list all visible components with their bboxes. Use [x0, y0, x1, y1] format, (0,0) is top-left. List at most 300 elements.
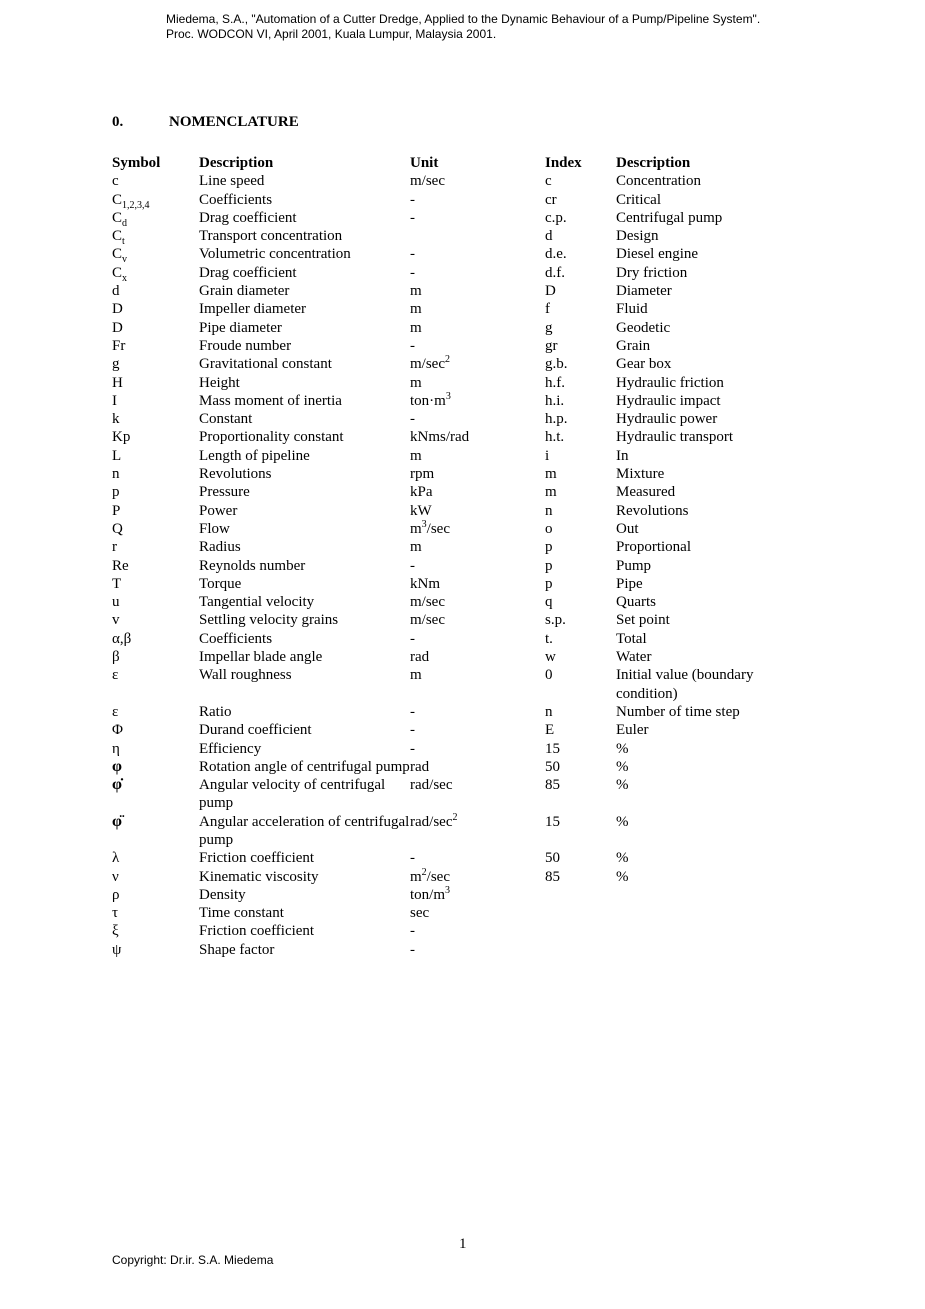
- table-row: [112, 337, 776, 355]
- symbol: c: [112, 173, 119, 190]
- description-cell: Pressure: [199, 484, 250, 501]
- unit-superscript: 3: [421, 518, 427, 530]
- unit-cell: [410, 904, 545, 922]
- index-cell: [545, 886, 616, 904]
- index-cell: [545, 904, 616, 922]
- symbol: φ̈: [112, 812, 122, 830]
- symbol-subscript: v: [122, 254, 128, 266]
- index-cell: d.f.: [545, 264, 565, 281]
- unit: m: [410, 868, 422, 885]
- unit-cell: [410, 868, 545, 886]
- header-description: Description: [199, 155, 274, 171]
- unit: ton·m: [410, 392, 446, 409]
- table-row: [112, 319, 776, 337]
- index-description-cell: Quarts: [616, 594, 656, 611]
- index-description-cell: Hydraulic impact: [616, 392, 721, 409]
- description-cell: Impeller diameter: [199, 301, 307, 318]
- unit-cell: [410, 428, 545, 446]
- symbol: d: [112, 283, 120, 300]
- table-row: [112, 941, 776, 959]
- description-cell: Mass moment of inertia: [199, 392, 342, 409]
- description-cell: Shape factor: [199, 941, 275, 958]
- index-cell: s.p.: [545, 612, 566, 629]
- index-cell: d.e.: [545, 246, 567, 263]
- unit: -: [410, 557, 415, 574]
- nomenclature-table: [112, 154, 776, 959]
- symbol: φ: [112, 757, 122, 775]
- index-description-cell: Hydraulic power: [616, 411, 718, 428]
- index-description-cell: [616, 941, 776, 959]
- unit-cell: [410, 172, 545, 190]
- symbol: g: [112, 356, 120, 373]
- unit: rpm: [410, 466, 435, 483]
- unit-cell: [410, 520, 545, 538]
- index-description-cell: %: [616, 850, 629, 867]
- index-description-cell: %: [616, 740, 629, 757]
- unit: m/sec: [410, 612, 445, 629]
- unit: -: [410, 630, 415, 647]
- unit: m: [410, 374, 422, 391]
- symbol-cell: [112, 300, 199, 318]
- symbol: C: [112, 246, 123, 263]
- symbol-cell: [112, 941, 199, 959]
- index-description-cell: Concentration: [616, 173, 701, 190]
- index-description-cell: Grain: [616, 337, 651, 354]
- symbol: Q: [112, 520, 123, 537]
- description-cell: Power: [199, 502, 238, 519]
- table-row: [112, 648, 776, 666]
- symbol-cell: [112, 593, 199, 611]
- symbol-cell: [112, 447, 199, 465]
- index-description-cell: Centrifugal pump: [616, 209, 723, 226]
- index-description-cell: [616, 922, 776, 940]
- symbol-cell: [112, 813, 199, 850]
- table-row: [112, 227, 776, 245]
- description-cell: Line speed: [199, 173, 265, 190]
- symbol: Φ: [112, 722, 123, 739]
- unit-cell: [410, 465, 545, 483]
- symbol-cell: [112, 904, 199, 922]
- symbol-subscript: 1,2,3,4: [122, 199, 150, 211]
- unit-cell: [410, 483, 545, 501]
- unit-cell: [410, 245, 545, 263]
- index-cell: p: [545, 575, 553, 592]
- unit: rad: [410, 649, 430, 666]
- index-description-cell: [616, 904, 776, 922]
- description-cell: Efficiency: [199, 740, 262, 757]
- header-unit: Unit: [410, 155, 439, 171]
- unit: -: [410, 941, 415, 958]
- description-cell: Durand coefficient: [199, 722, 312, 739]
- description-cell: Drag coefficient: [199, 264, 297, 281]
- index-cell: 85: [545, 868, 560, 885]
- symbol: τ: [112, 905, 119, 922]
- symbol-subscript: d: [122, 217, 128, 229]
- unit-superscript: 2: [421, 866, 427, 878]
- symbol-cell: [112, 630, 199, 648]
- description-cell: Proportionality constant: [199, 429, 344, 446]
- unit: -: [410, 246, 415, 263]
- unit-cell: [410, 191, 545, 209]
- description-cell: Volumetric concentration: [199, 246, 351, 263]
- index-cell: p: [545, 557, 553, 574]
- index-description-cell: Water: [616, 649, 652, 666]
- index-cell: n: [545, 703, 553, 720]
- unit-cell: [410, 849, 545, 867]
- unit-cell: [410, 392, 545, 410]
- unit: -: [410, 191, 415, 208]
- unit-cell: [410, 575, 545, 593]
- table-body: [112, 172, 776, 959]
- symbol-cell: [112, 465, 199, 483]
- index-cell: h.f.: [545, 374, 565, 391]
- index-description-cell: Pipe: [616, 575, 643, 592]
- unit: m: [410, 319, 422, 336]
- symbol-cell: [112, 282, 199, 300]
- symbol-cell: [112, 227, 199, 248]
- index-cell: c.p.: [545, 209, 567, 226]
- unit-cell: [410, 922, 545, 940]
- table-row: [112, 776, 776, 813]
- index-description-cell: Number of time step: [616, 703, 740, 720]
- unit-cell: [410, 410, 545, 428]
- index-description-cell: Mixture: [616, 466, 665, 483]
- index-cell: 0: [545, 667, 553, 684]
- description-cell: Impellar blade angle: [199, 649, 323, 666]
- symbol: r: [112, 539, 117, 556]
- table-row: [112, 630, 776, 648]
- table-row: [112, 392, 776, 410]
- description-cell: Tangential velocity: [199, 594, 315, 611]
- description-cell: Froude number: [199, 337, 292, 354]
- symbol: ε: [112, 667, 119, 684]
- symbol-cell: [112, 886, 199, 904]
- table-row: [112, 557, 776, 575]
- description-cell: Angular acceleration of centrifugal pump: [199, 813, 410, 848]
- table-row: [112, 758, 776, 776]
- table-row: [112, 593, 776, 611]
- table-row: [112, 410, 776, 428]
- index-cell: D: [545, 283, 556, 300]
- unit-cell: [410, 758, 545, 776]
- symbol: ψ: [112, 941, 122, 958]
- unit: rad/sec: [410, 813, 453, 830]
- symbol-cell: [112, 922, 199, 940]
- description-cell: Constant: [199, 411, 253, 428]
- unit: rad: [410, 758, 430, 775]
- symbol: ν: [112, 868, 119, 885]
- index-description-cell: Hydraulic friction: [616, 374, 724, 391]
- table-row: [112, 355, 776, 373]
- page-number: 1: [459, 1236, 467, 1252]
- symbol: T: [112, 575, 122, 592]
- table-row: [112, 538, 776, 556]
- index-cell: E: [545, 722, 555, 739]
- index-cell: h.t.: [545, 429, 565, 446]
- unit-cell: [410, 447, 545, 465]
- index-cell: f: [545, 301, 550, 318]
- index-cell: w: [545, 649, 556, 666]
- index-description-cell: Geodetic: [616, 319, 671, 336]
- unit: kNm: [410, 575, 440, 592]
- running-header-proceedings: Proc. WODCON VI, April 2001, Kuala Lumpur, Malaysia 2001.: [166, 27, 497, 41]
- symbol-cell: [112, 245, 199, 266]
- unit: m: [410, 667, 422, 684]
- description-cell: Transport concentration: [199, 228, 343, 245]
- description-cell: Gravitational constant: [199, 356, 332, 373]
- symbol-cell: [112, 428, 199, 446]
- unit-cell: [410, 300, 545, 318]
- index-description-cell: Design: [616, 228, 659, 245]
- symbol-cell: [112, 703, 199, 721]
- description-cell: Grain diameter: [199, 283, 290, 300]
- unit-cell: [410, 740, 545, 758]
- section-heading: [112, 114, 299, 131]
- description-cell: Kinematic viscosity: [199, 868, 319, 885]
- symbol: α,β: [112, 630, 132, 647]
- index-cell: 50: [545, 758, 560, 775]
- unit: -: [410, 740, 415, 757]
- unit-cell: [410, 611, 545, 629]
- unit-superscript: 3: [445, 390, 451, 402]
- table-row: [112, 428, 776, 446]
- symbol: ξ: [112, 923, 119, 940]
- table-row: [112, 502, 776, 520]
- symbol-cell: [112, 264, 199, 282]
- symbol-cell: [112, 575, 199, 593]
- description-cell: Flow: [199, 520, 230, 537]
- index-description-cell: Revolutions: [616, 502, 689, 519]
- unit-cell: [410, 538, 545, 556]
- index-cell: h.p.: [545, 411, 568, 428]
- unit-superscript: 2: [452, 811, 458, 823]
- description-cell: Pipe diameter: [199, 319, 282, 336]
- index-description-cell: [616, 886, 776, 904]
- description-cell: Rotation angle of centrifugal pump: [199, 758, 410, 775]
- unit-cell: [410, 941, 545, 959]
- description-cell: Wall roughness: [199, 667, 292, 684]
- index-description-cell: %: [616, 813, 629, 830]
- header-index-description: Description: [616, 155, 691, 171]
- table-row: [112, 849, 776, 867]
- section-title: NOMENCLATURE: [169, 114, 299, 130]
- unit-superscript: 3: [445, 884, 451, 896]
- symbol: C: [112, 264, 123, 281]
- description-cell: Coefficients: [199, 191, 273, 208]
- unit: -: [410, 850, 415, 867]
- unit-cell: [410, 666, 545, 703]
- unit: ton/m: [410, 886, 446, 903]
- table-row: [112, 465, 776, 483]
- unit-cell: [410, 776, 545, 813]
- unit-cell: [410, 209, 545, 227]
- symbol: p: [112, 484, 120, 501]
- unit: -: [410, 337, 415, 354]
- unit: -: [410, 209, 415, 226]
- table-row: [112, 245, 776, 263]
- symbol: n: [112, 466, 120, 483]
- table-header-row: [112, 154, 776, 172]
- unit-cell: [410, 648, 545, 666]
- table-row: [112, 575, 776, 593]
- unit: rad/sec: [410, 777, 453, 794]
- description-cell: Radius: [199, 539, 241, 556]
- index-description-cell: Initial value (boundary condition): [616, 667, 754, 702]
- unit: -: [410, 264, 415, 281]
- description-cell: Angular velocity of centrifugal pump: [199, 777, 386, 812]
- table-row: [112, 886, 776, 904]
- unit-cell: [410, 319, 545, 337]
- unit: m/sec: [410, 356, 445, 373]
- index-description-cell: Dry friction: [616, 264, 688, 281]
- symbol: ρ: [112, 886, 120, 903]
- symbol-cell: [112, 849, 199, 867]
- symbol: β: [112, 649, 120, 666]
- symbol-cell: [112, 209, 199, 227]
- index-cell: 50: [545, 850, 560, 867]
- symbol: ε: [112, 703, 119, 720]
- index-cell: cr: [545, 191, 557, 208]
- table-row: [112, 300, 776, 318]
- index-cell: g: [545, 319, 553, 336]
- description-cell: Drag coefficient: [199, 209, 297, 226]
- symbol-cell: [112, 868, 199, 886]
- symbol-cell: [112, 538, 199, 556]
- unit: sec: [410, 905, 430, 922]
- header-symbol: Symbol: [112, 155, 161, 171]
- unit: m: [410, 520, 422, 537]
- symbol-cell: [112, 374, 199, 392]
- symbol-cell: [112, 502, 199, 520]
- symbol: λ: [112, 850, 120, 867]
- table-row: [112, 703, 776, 721]
- symbol-cell: [112, 392, 199, 410]
- index-cell: h.i.: [545, 392, 565, 409]
- symbol-cell: [112, 740, 199, 758]
- table-row: [112, 374, 776, 392]
- index-description-cell: Fluid: [616, 301, 648, 318]
- symbol-subscript: x: [122, 272, 128, 284]
- unit: kW: [410, 502, 432, 519]
- table-row: [112, 447, 776, 465]
- symbol-cell: [112, 666, 199, 703]
- symbol-cell: [112, 776, 199, 813]
- description-cell: Friction coefficient: [199, 923, 315, 940]
- unit-cell: [410, 703, 545, 721]
- unit: -: [410, 722, 415, 739]
- description-cell: Height: [199, 374, 240, 391]
- index-description-cell: Out: [616, 520, 639, 537]
- unit-cell: [410, 264, 545, 282]
- unit: -: [410, 411, 415, 428]
- symbol: C: [112, 209, 123, 226]
- index-description-cell: Hydraulic transport: [616, 429, 734, 446]
- index-description-cell: %: [616, 777, 629, 794]
- description-cell: Settling velocity grains: [199, 612, 339, 629]
- index-description-cell: Set point: [616, 612, 670, 629]
- running-header-citation: Miedema, S.A., "Automation of a Cutter Dredge, Applied to the Dynamic Behaviour of a Pump/Pipeline System".: [166, 12, 761, 26]
- description-cell: Revolutions: [199, 466, 272, 483]
- index-cell: q: [545, 594, 553, 611]
- description-cell: Reynolds number: [199, 557, 306, 574]
- table-row: [112, 666, 776, 703]
- index-description-cell: Measured: [616, 484, 676, 501]
- index-cell: 85: [545, 777, 560, 794]
- index-cell: t.: [545, 630, 553, 647]
- unit-suffix: /sec: [426, 520, 450, 537]
- symbol: H: [112, 374, 123, 391]
- symbol-cell: [112, 648, 199, 666]
- unit-cell: [410, 355, 545, 373]
- unit-superscript: 2: [445, 354, 450, 366]
- symbol: Re: [112, 557, 129, 574]
- symbol: C: [112, 228, 123, 245]
- symbol-cell: [112, 410, 199, 428]
- symbol-cell: [112, 191, 199, 209]
- unit-cell: [410, 721, 545, 739]
- table-row: [112, 868, 776, 886]
- index-cell: i: [545, 447, 550, 464]
- unit: m: [410, 539, 422, 556]
- index-description-cell: Gear box: [616, 356, 672, 373]
- index-cell: [545, 922, 616, 940]
- symbol: D: [112, 319, 123, 336]
- index-description-cell: Proportional: [616, 539, 691, 556]
- index-cell: gr: [545, 337, 558, 354]
- table-row: [112, 611, 776, 629]
- symbol: D: [112, 301, 123, 318]
- table-row: [112, 191, 776, 209]
- symbol-cell: [112, 337, 199, 355]
- unit: kNms/rad: [410, 429, 470, 446]
- index-cell: d: [545, 228, 553, 245]
- unit-cell: [410, 557, 545, 575]
- description-cell: Torque: [199, 575, 242, 592]
- symbol-cell: [112, 355, 199, 373]
- index-description-cell: Diameter: [616, 283, 672, 300]
- index-cell: o: [545, 520, 553, 537]
- index-cell: m: [545, 484, 557, 501]
- unit-cell: [410, 813, 545, 850]
- table-row: [112, 483, 776, 501]
- unit: -: [410, 703, 415, 720]
- symbol-cell: [112, 319, 199, 337]
- unit-cell: [410, 337, 545, 355]
- symbol-cell: [112, 520, 199, 538]
- unit-cell: [410, 502, 545, 520]
- index-description-cell: Diesel engine: [616, 246, 699, 263]
- unit: m: [410, 301, 422, 318]
- unit: m: [410, 447, 422, 464]
- description-cell: Length of pipeline: [199, 447, 310, 464]
- index-description-cell: %: [616, 758, 629, 775]
- description-cell: Time constant: [199, 905, 284, 922]
- symbol-subscript: t: [122, 236, 125, 248]
- symbol: k: [112, 411, 120, 428]
- symbol-cell: [112, 758, 199, 776]
- unit-cell: [410, 593, 545, 611]
- table-row: [112, 922, 776, 940]
- table-row: [112, 904, 776, 922]
- index-cell: c: [545, 173, 552, 190]
- index-cell: 15: [545, 740, 560, 757]
- index-cell: p: [545, 539, 553, 556]
- index-description-cell: %: [616, 868, 629, 885]
- symbol: φ̇: [112, 776, 122, 794]
- unit-cell: [410, 374, 545, 392]
- symbol-cell: [112, 721, 199, 739]
- symbol: C: [112, 191, 123, 208]
